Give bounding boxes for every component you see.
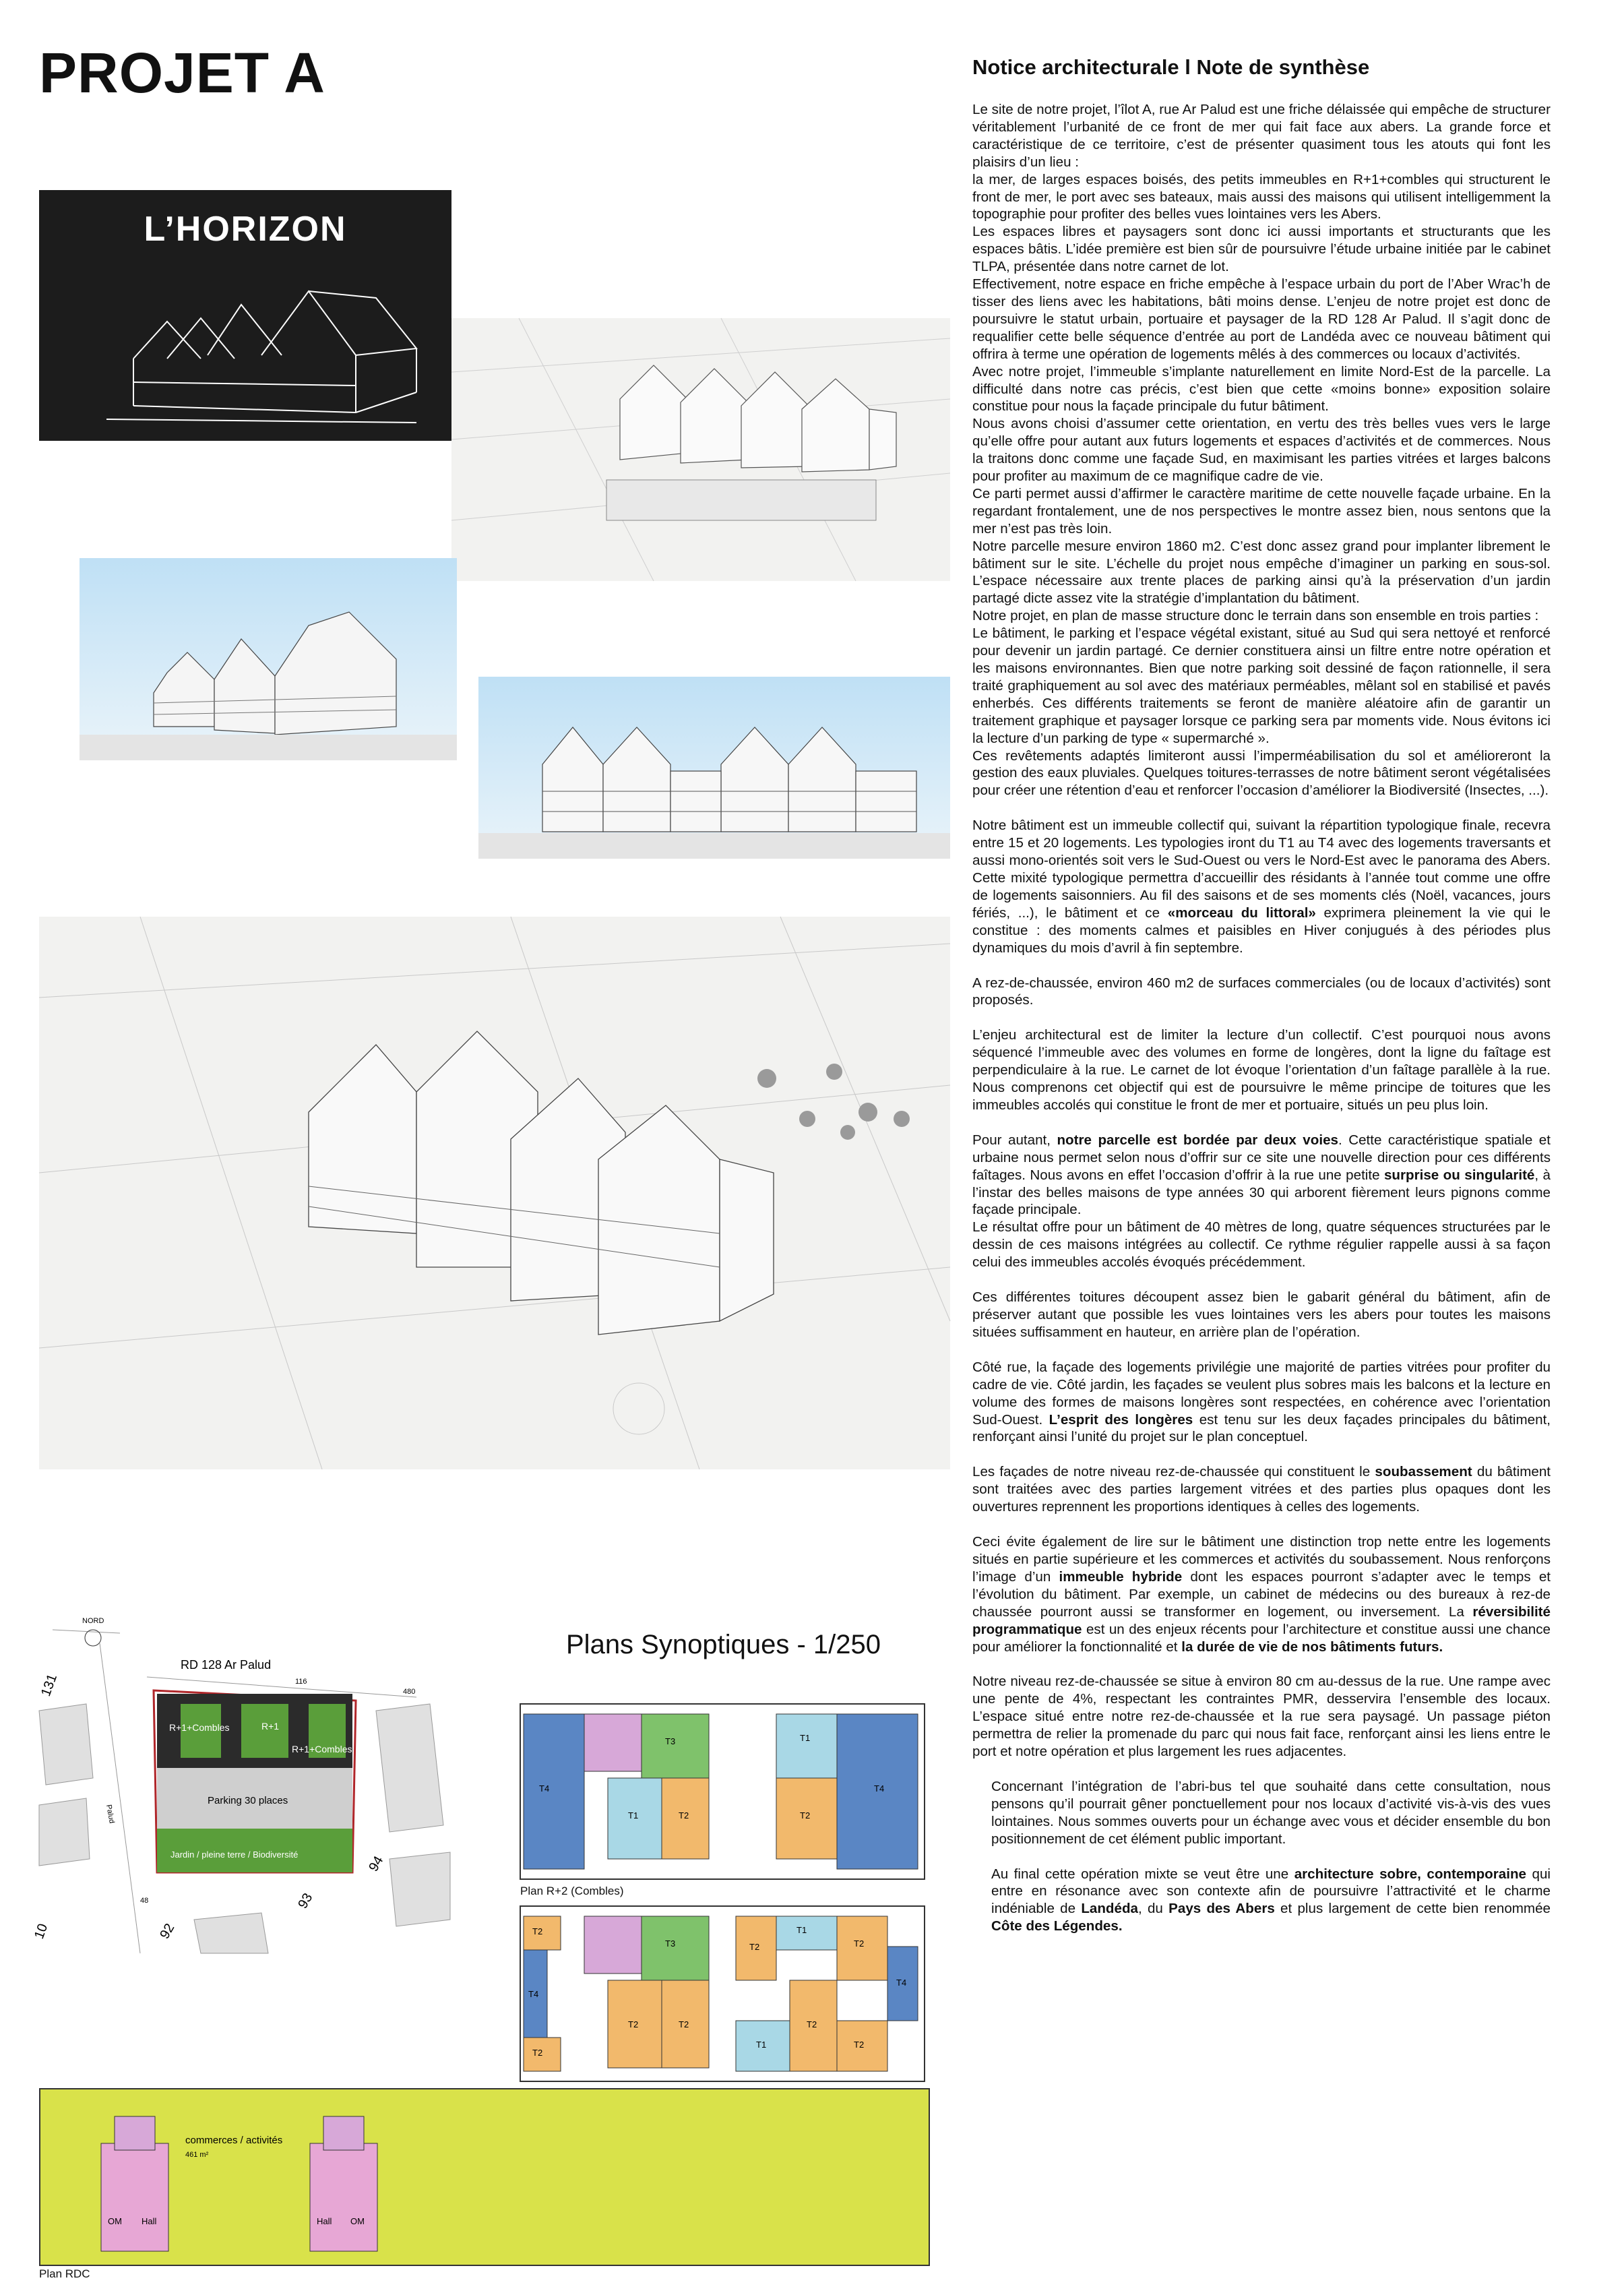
notice-body [972,101,1551,1935]
plan-r1 [520,1906,925,2081]
notice-paragraph-resultat: Le résultat offre pour un bâtiment de 40 mètres de long, quatre séquences structurées par le dessin de ces maisons intégrées au collectif. Ce rythme régulier rappelle aussi à sa façon celui des immeubles accolés évoqués précédemment. [972,1219,1551,1271]
zone-label: R+1+Combles [169,1722,230,1733]
elevation-drawing [478,677,950,859]
unit-label: T2 [854,1938,865,1949]
notice-paragraph-voies: Pour autant, notre parcelle est bordée par deux voies. Cette caractéristique spatiale et urbaine nous permet selon nous d’offrir sur ce site une nouvelle direction pour ces différents faîtages. Nous avons en effet l’occasion d’offrir à la rue une petite surprise ou singularité, à l’instar des belles maisons de type années 30 qui arborent fièrement leurs pignons comme façade principale. [972,1132,1551,1218]
aerial-perspective-render [451,318,950,581]
unit-label: T2 [807,2019,817,2029]
plan-rdc-caption: Plan RDC [39,2267,90,2280]
room-label: OM [108,2216,122,2226]
notice-paragraph-hybride: Ceci évite également de lire sur le bâtiment une distinction trop nette entre les logements situés en partie supérieure et les commerces et activités du soubassement. Nous renforçons l’image d’un immeuble hybride dont les espaces pourront s’adapter avec le temps et l’évolution du bâtiment. Par exemple, un cabinet de médecins ou des bureaux à rez-de chaussée pourront aussi se transformer en logement, ou inversement. La réversibilité programmatique est un des enjeux récents pour l’architecture et constitue aussi une chance pour améliorer la fonctionnalité et la durée de vie de nos bâtiments futurs. [972,1534,1551,1655]
parcel-number: 92 [157,1921,178,1942]
unit-label: T2 [679,2019,689,2029]
unit-label: T2 [800,1810,811,1821]
unit-label: T1 [628,1810,639,1821]
notice-paragraph-typologies: Notre bâtiment est un immeuble collectif qui, suivant la répartition typologique finale, recevra entre 15 et 20 logements. Les typologies iront du T1 au T4 avec des logements traversants et aussi mono-orientés soit vers le Sud-Ouest ou vers le Nord-Est avec le panorama des Abers. Cette mixité typologique permettra d’accueillir des résidants à l’année tout comme une offre de logements saisonniers. Au fil des saisons et de ses moments clés (Noël, vacances, jours fériés, ...), le bâtiment et ce «morceau du littoral» exprimera pleinement la vie qui le constitue : des moments calmes et paisibles en Hiver conjugués à des périodes plus dynamiques du mois d’avril à fin septembre. [972,818,1551,956]
unit-label: T2 [628,2019,639,2029]
notice-paragraph: Le bâtiment, le parking et l’espace végétal existant, situé au Sud qui sera nettoyé et renforcé pour devenir un jardin partagé. Ce dernier constituera ainsi un filtre entre notre opération et les maisons environnantes. Bien que notre parking soit dessiné de façon rationnelle, il sera traité graphiquement au sol avec des matériaux perméables, mêlant sol en stabilisé et pavés enherbés. Ces différents traitements se feront de manière aléatoire afin de garantir un traitement graphique et paysager lorsque ce parking sera par moments vide. Nous évitons ici la lecture d’un parking de type « supermarché ». [972,625,1551,746]
unit-label: T4 [896,1978,907,1988]
notice-paragraph: Ces revêtements adaptés limiteront aussi l’imperméabilisation du sol et amélioreront la gestion des eaux pluviales. Quelques toitures-terrasses de notre bâtiment seront végétalisées pour créer une rétention d’eau et renforcer l’occasion d’améliorer la Biodiversité (Insectes, ...). [972,747,1551,799]
unit-label: T3 [665,1736,676,1746]
notice-paragraph: la mer, de larges espaces boisés, des petits immeubles en R+1+combles qui structurent le front de mer, le port avec ses bateaux, mais aussi des maisons qui utilisent intelligemment la topographie pour profiter des belles vues lointaines vers les Abers. [972,171,1551,222]
parcel-number: 93 [295,1891,316,1912]
rdc-label: commerces / activités [185,2135,283,2146]
logo-text: L’HORIZON [144,210,347,249]
notice-paragraph: Le site de notre projet, l’îlot A, rue Ar Palud est une friche délaissée qui empêche de structurer véritablement l’urbanité de ce front de mer qui fait face aux abers. La grande force et caractéristique de ce territoire, c’est de présenter quasiment tous les atouts qui font les plaisirs d’un lieu : [972,102,1551,170]
notice-paragraph: Les espaces libres et paysagers sont donc ici aussi importants et structurants que les espaces bâtis. L’idée première est bien sûr de poursuivre l’étude urbaine initiée par le cabinet TLPA, présentée dans notre carnet de lot. [972,224,1551,275]
unit-label: T4 [528,1989,539,1999]
plan-r2-caption: Plan R+2 (Combles) [520,1885,624,1897]
room-label: Hall [317,2216,332,2226]
room-label: OM [350,2216,365,2226]
plans-title: Plans Synoptiques - 1/250 [566,1630,881,1659]
road-label: RD 128 Ar Palud [181,1658,272,1672]
notice-paragraph: Avec notre projet, l’immeuble s’implante naturellement en limite Nord-Est de la parcelle. La difficulté dans notre cas précis, c’est bien que cette «moins bonne» exposition solaire constitue pour nous la façade principale du futur bâtiment. [972,363,1551,415]
notice-paragraph: Nous avons choisi d’assumer cette orientation, en vertu des très belles vues vers le large qu’elle offre pour autant aux futurs logements et espaces d’activités et de commerces. Nous la traitons donc comme une façade Sud, en maximisant les parties vitrées et larges balcons pour profiter au maximum de ce magnifique cadre de vie. [972,416,1551,485]
notice-paragraph-facades: Les façades de notre niveau rez-de-chaussée qui constituent le soubassement du bâtiment sont traitées avec des parties largement vitrées et des parties plus opaques dont les ouvertures reprennent les proportions identiques à celles des logements. [972,1464,1551,1515]
parcel-number: 48 [140,1897,149,1905]
front-elevation-render [478,677,950,859]
notice-heading: Notice architecturale l Note de synthèse [972,55,1370,79]
large-aerial-drawing [39,917,950,1469]
north-label: NORD [82,1617,104,1625]
notice-paragraph: Ce parti permet aussi d’affirmer le caractère maritime de cette nouvelle façade urbaine. En la regardant frontalement, une de nos perspectives le montre assez bien, nous sentons que la mer n’est pas très loin. [972,485,1551,537]
plan-r2-drawing [520,1704,925,1879]
logo-building-drawing [39,190,451,441]
notice-paragraph-niveau: Notre niveau rez-de-chaussée se situe à environ 80 cm au-dessus de la rue. Une rampe avec une pente de 4%, respectant les contraintes PMR, desservira l’ensemble des locaux. L’espace situé entre notre rez-de-chaussée et la rue sera paysagé. Un passage piéton permettra de relier la promenade du parc qui nous fait face, renforçant ainsi les liens entre le port et notre opération et plus largement les rues adjacentes. [972,1674,1551,1760]
unit-label: T4 [874,1783,885,1794]
notice-paragraph-toitures: Ces différentes toitures découpent assez bien le gabarit général du bâtiment, afin de préserver autant que possible les vues lointaines vers les abers pour toutes les maisons situées suffisamment en hauteur, en arrière plan de l’opération. [972,1289,1551,1340]
notice-paragraph-final: Au final cette opération mixte se veut être une architecture sobre, contemporaine qui entre en résonance avec son contexte afin de poursuivre l’attractivité et le charme indéniable de Landéda, du Pays des Abers et plus largement de cette bien renommée Côte des Légendes. [991,1866,1551,1934]
project-logo [39,190,451,441]
notice-paragraph-rdc: A rez-de-chaussée, environ 460 m2 de surfaces commerciales (ou de locaux d’activités) sont proposés. [972,975,1551,1008]
unit-label: T2 [749,1942,760,1952]
plan-r2-combles [520,1704,925,1879]
unit-label: T2 [679,1810,689,1821]
parcel-number: 94 [366,1854,387,1874]
rdc-area: 461 m² [185,2151,209,2159]
notice-paragraph-enjeu: L’enjeu architectural est de limiter la lecture d’un collectif. C’est pourquoi nous avons séquencé l’immeuble avec des volumes en forme de longères, dont la ligne du faîtage est perpendiculaire à la rue. Le carnet de lot évoque l’orientation d’un faîtage parallèle à la rue. Nous comprenons cet objectif qui est de poursuivre le même principe de toitures que les immeubles accolés qui constitue le front de mer et portuaire, situés un peu plus loin. [972,1027,1551,1113]
notice-paragraph: Notre parcelle mesure environ 1860 m2. C’est donc assez grand pour implanter librement le bâtiment sur le site. L’échelle du projet nous empêche d’imaginer un parking en sous-sol. L’espace nécessaire aux trente places de parking ainsi qu’à la préservation d’un jardin partagé dicte assez vite la stratégie d’implantation du bâtiment. [972,538,1551,607]
street-perspective-render [80,558,457,760]
parcel-number: 480 [403,1688,416,1696]
unit-label: T3 [665,1938,676,1949]
zone-label: R+1+Combles [292,1744,352,1754]
unit-label: T1 [756,2040,767,2050]
aerial-render-drawing [451,318,950,581]
notice-paragraph: Effectivement, notre espace en friche empêche à l’espace urbain du port de l’Aber Wrac’h de tisser des liens avec les habitations, bâti moins dense. L’enjeu de notre projet est donc de poursuivre le statut urbain, portuaire et paysager de la RD 128 Ar Palud. Il s’agit donc de requalifier cette belle séquence d’entrée au port de Landéda avec ce nouveau bâtiment qui offrira à terme une opération de logements mêlés à des commerces ou locaux d’activités. [972,276,1551,362]
unit-label: T1 [800,1733,811,1743]
parcel-number: 10 [32,1922,51,1941]
unit-label: T2 [532,2048,543,2058]
plan-rdc [39,2088,930,2266]
street-label: Palud [104,1804,116,1825]
notice-paragraph-abribus: Concernant l’intégration de l’abri-bus tel que souhaité dans cette consultation, nous pensons qu’il pourrait gêner ponctuellement pour nos locaux d’activité vis-à-vis des vues lointaines. Nous sommes ouverts pour un échange avec vous et décider ensemble du bon positionnement de cet élément public important. [991,1778,1551,1847]
parcel-number: 131 [38,1672,61,1699]
large-aerial-render [39,917,950,1469]
street-render-drawing [80,558,457,760]
zone-label: R+1 [261,1721,280,1732]
unit-label: T4 [539,1783,550,1794]
garden-label: Jardin / pleine terre / Biodiversité [170,1849,299,1860]
parcel-number: 116 [295,1678,307,1686]
room-label: Hall [142,2216,157,2226]
unit-label: T1 [797,1925,807,1935]
site-plan-drawing [32,1603,450,1953]
plan-rdc-drawing [40,2089,929,2265]
parking-label: Parking 30 places [208,1795,288,1806]
page-title: PROJET A [39,41,325,104]
notice-paragraph: Notre projet, en plan de masse structure donc le terrain dans son ensemble en trois parties : [972,608,1539,624]
plan-r1-drawing [520,1906,925,2081]
site-plan [32,1603,450,1953]
unit-label: T2 [854,2040,865,2050]
notice-paragraph-rue: Côté rue, la façade des logements privilégie une majorité de parties vitrées pour profiter du cadre de vie. Côté jardin, les façades se veulent plus sobres mais les balcons et la lecture en volume des formes de maisons longères sont respectées, en cohérence avec l’orientation Sud-Ouest. L’esprit des longères est tenu sur les deux façades principales du bâtiment, renforçant ainsi l’unité du projet sur le plan conceptuel. [972,1359,1551,1445]
unit-label: T2 [532,1926,543,1936]
